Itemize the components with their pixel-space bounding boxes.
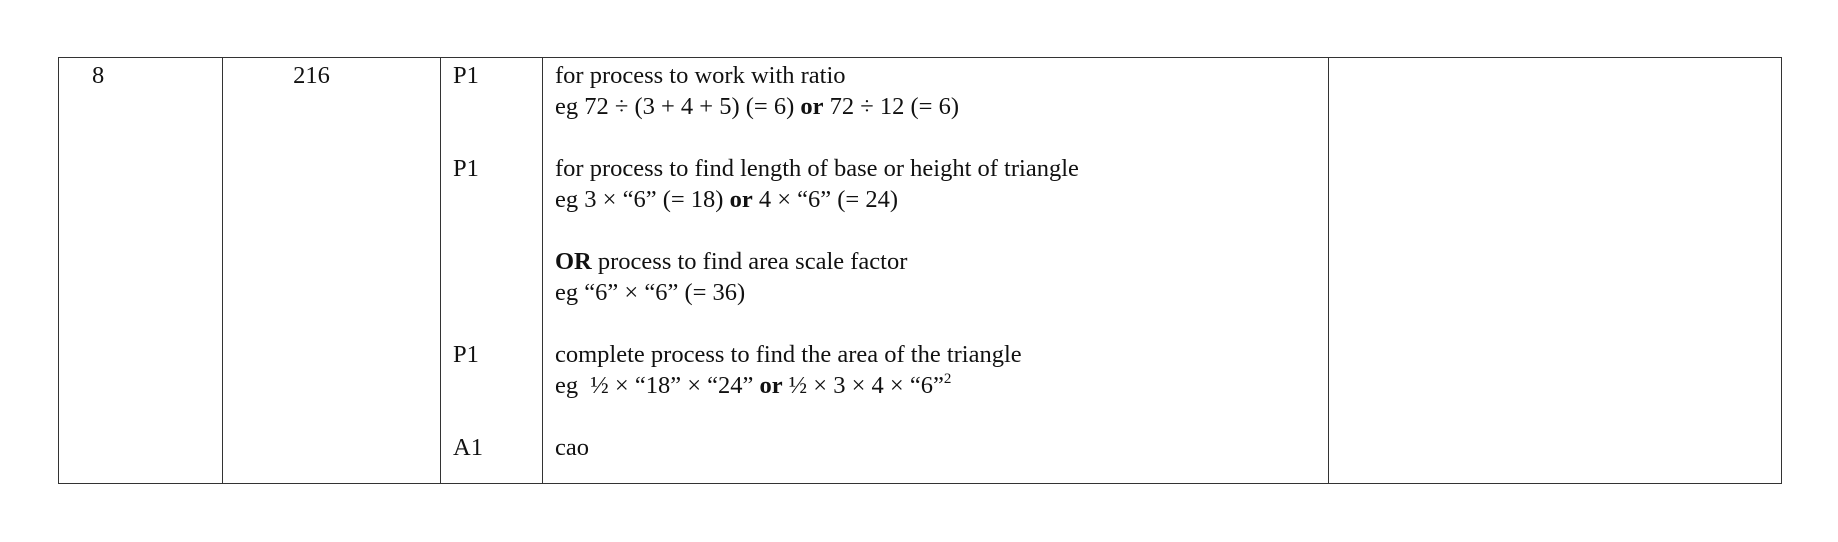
- table-row: [59, 58, 1782, 484]
- guidance-note: [555, 339, 1328, 401]
- mark-code: P1: [453, 341, 479, 368]
- marks-cell: [441, 58, 543, 484]
- guidance-text: for process to find length of base or height of triangle: [555, 155, 1079, 182]
- mark-code: A1: [453, 434, 483, 461]
- question-number: 8: [92, 62, 105, 89]
- guidance-example: eg ½ × “18” × “24” or ½ × 3 × 4 × “6”$^2$: [555, 370, 952, 399]
- mark-code: P1: [453, 62, 479, 89]
- guidance-note: [555, 153, 1328, 215]
- guidance-note: [555, 60, 1328, 122]
- mark-scheme-table: [58, 57, 1782, 484]
- answer-cell: [223, 58, 441, 484]
- guidance-text: OR process to find area scale factor: [555, 248, 908, 275]
- guidance-cell: [543, 58, 1329, 484]
- guidance-example: eg 3 × “6” (= 18) or 4 × “6” (= 24): [555, 186, 899, 213]
- guidance-text: for process to work with ratio: [555, 62, 846, 89]
- guidance-text: cao: [555, 434, 589, 461]
- guidance-note: [555, 432, 1328, 463]
- question-number-cell: [59, 58, 223, 484]
- guidance-note: [555, 246, 1328, 308]
- additional-guidance-cell: [1329, 58, 1782, 484]
- mark-code: P1: [453, 155, 479, 182]
- guidance-example: eg “6” × “6” (= 36): [555, 279, 746, 306]
- guidance-example: eg 72 ÷ (3 + 4 + 5) (= 6) or 72 ÷ 12 (= 6): [555, 93, 960, 120]
- additional-guidance: [1329, 58, 1781, 60]
- guidance-text: complete process to find the area of the triangle: [555, 341, 1022, 368]
- answer-value: 216: [293, 62, 330, 89]
